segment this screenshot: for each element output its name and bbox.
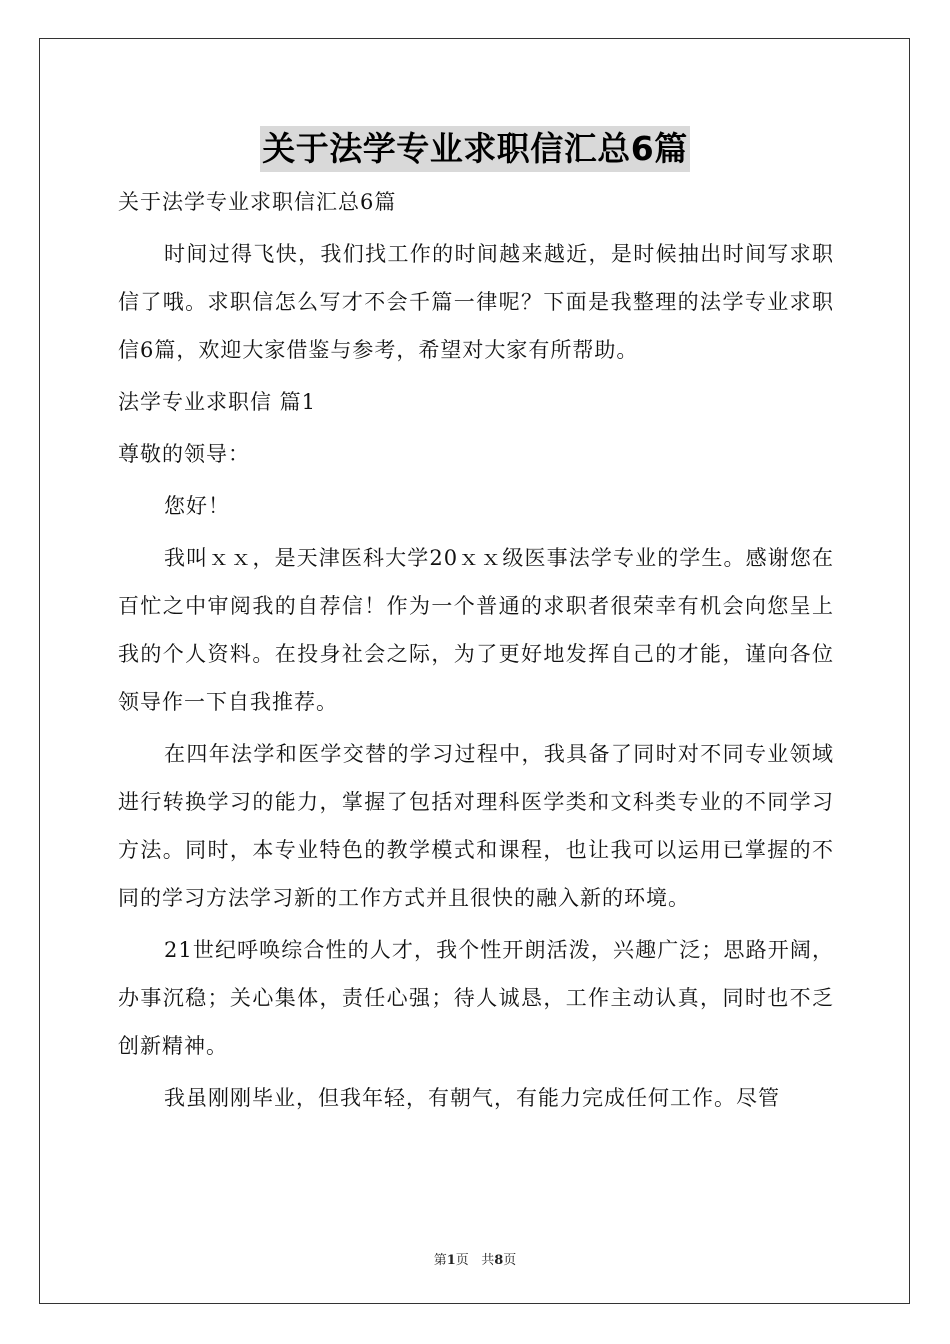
page-total: 8 [494,1253,504,1268]
page-suffix: 页 [455,1253,469,1268]
paragraph-body-3: 21世纪呼唤综合性的人才，我个性开朗活泼，兴趣广泛；思路开阔，办事沉稳；关心集体，责任心强；待人诚恳，工作主动认真，同时也不乏创新精神。 [118,938,834,1058]
paragraph-body-1: 我叫ｘｘ，是天津医科大学20ｘｘ级医事法学专业的学生。感谢您在百忙之中审阅我的自荐信！作为一个普通的求职者很荣幸有机会向您呈上我的个人资料。在投身社会之际，为了更好地发挥自己的才能，谨向各位领导作一下自我推荐。 [118,546,834,714]
paragraph-subtitle: 关于法学专业求职信汇总6篇 [118,190,397,214]
document-body [118,178,834,1122]
paragraph-body-4: 我虽刚刚毕业，但我年轻，有朝气，有能力完成任何工作。尽管 [164,1086,780,1110]
total-suffix: 页 [503,1253,517,1268]
paragraph-salutation: 尊敬的领导： [118,442,250,466]
total-prefix: 共 [481,1253,495,1268]
paragraph-body-2: 在四年法学和医学交替的学习过程中，我具备了同时对不同专业领域进行转换学习的能力，掌握了包括对理科医学类和文科类专业的不同学习方法。同时，本专业特色的教学模式和课程，也让我可以运用已掌握的不同的学习方法学习新的工作方式并且很快的融入新的环境。 [118,742,834,910]
title-wrap [0,126,950,172]
document-title: 关于法学专业求职信汇总6篇 [260,126,689,172]
page-footer [0,1249,950,1268]
page-prefix: 第 [433,1253,447,1268]
page-current: 1 [446,1253,456,1268]
paragraph-greeting: 您好！ [164,494,230,518]
paragraph-section-heading: 法学专业求职信 篇1 [118,390,317,414]
paragraph-intro: 时间过得飞快，我们找工作的时间越来越近，是时候抽出时间写求职信了哦。求职信怎么写才不会千篇一律呢？下面是我整理的法学专业求职信6篇，欢迎大家借鉴与参考，希望对大家有所帮助。 [118,242,834,362]
